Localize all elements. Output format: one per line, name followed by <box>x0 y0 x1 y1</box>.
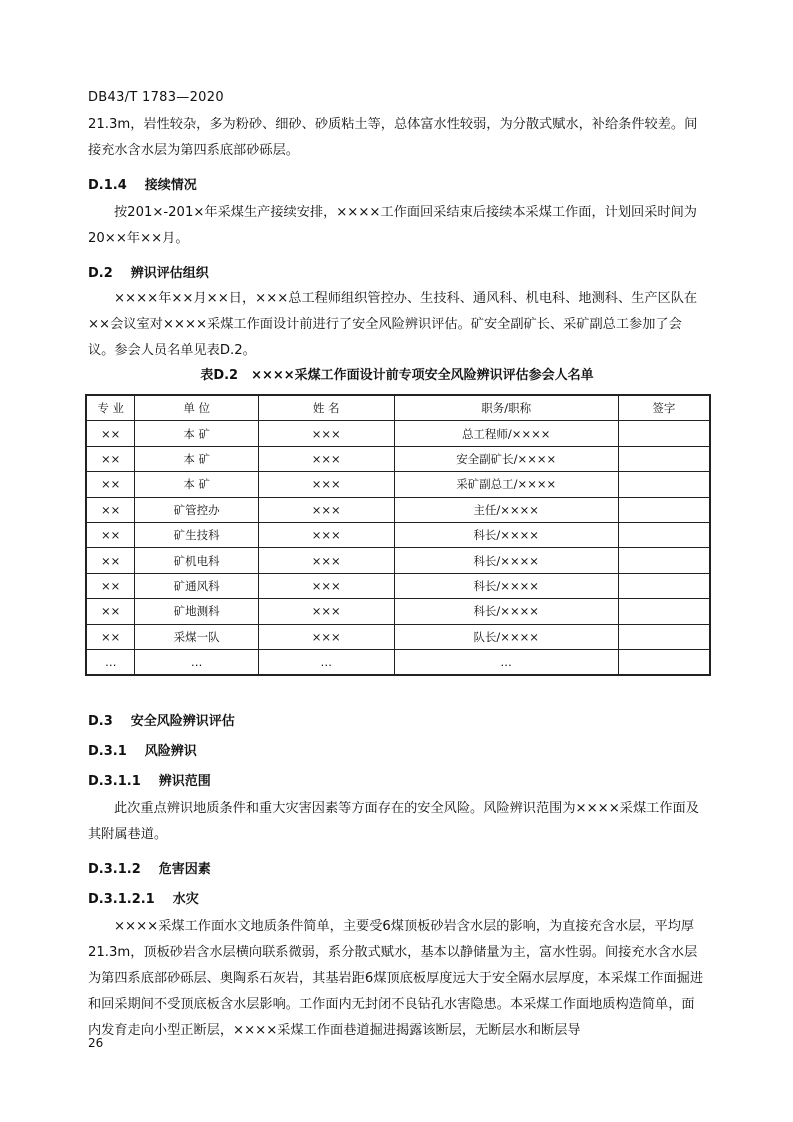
cell-title: 总工程师/×××× <box>394 421 618 446</box>
heading-d-2 <box>88 262 209 281</box>
cell-name: ××× <box>258 548 394 573</box>
cell-unit: 矿地测科 <box>135 599 259 624</box>
heading-number: D.3.1 <box>88 744 127 759</box>
cell-major: ×× <box>86 421 135 446</box>
cell-name: ××× <box>258 472 394 497</box>
paragraph-text: 此次重点辨识地质条件和重大灾害因素等方面存在的安全风险。风险辨识范围为××××采煤工作面及其附属巷道。 <box>88 801 699 842</box>
heading-number: D.2 <box>88 266 113 281</box>
table-row <box>86 624 710 649</box>
table-row <box>86 548 710 573</box>
cell-title: … <box>394 649 618 675</box>
heading-title: 辨识范围 <box>158 774 211 789</box>
heading-d-3 <box>88 710 235 729</box>
cell-unit: 矿机电科 <box>135 548 259 573</box>
cell-title: 队长/×××× <box>394 624 618 649</box>
cell-name: ××× <box>258 446 394 471</box>
cell-name: ××× <box>258 421 394 446</box>
column-header-signature: 签字 <box>618 395 710 421</box>
cell-signature <box>618 446 710 471</box>
cell-name: … <box>258 649 394 675</box>
heading-title: 危害因素 <box>158 862 211 877</box>
cell-title: 科长/×××× <box>394 599 618 624</box>
column-header-unit: 单 位 <box>135 395 259 421</box>
cell-unit: 本 矿 <box>135 446 259 471</box>
cell-title: 主任/×××× <box>394 497 618 522</box>
cell-title: 采矿副总工/×××× <box>394 472 618 497</box>
heading-number: D.3.1.2 <box>88 862 141 877</box>
heading-number: D.3 <box>88 714 113 729</box>
cell-name: ××× <box>258 573 394 598</box>
table-header-row <box>86 395 710 421</box>
paragraph-scope <box>88 796 706 848</box>
heading-number: D.3.1.2.1 <box>88 892 155 907</box>
paragraph-succession <box>88 200 706 252</box>
cell-title: 科长/×××× <box>394 522 618 547</box>
paragraph-text: 按201×-201×年采煤生产接续安排，××××工作面回采结束后接续本采煤工作面，计划回采时间为20××年××月。 <box>88 205 697 246</box>
page-number: 26 <box>88 1036 104 1050</box>
cell-signature <box>618 497 710 522</box>
cell-major: ×× <box>86 446 135 471</box>
cell-title: 科长/×××× <box>394 573 618 598</box>
heading-d-1-4 <box>88 174 197 193</box>
cell-major: ×× <box>86 472 135 497</box>
column-header-title: 职务/职称 <box>394 395 618 421</box>
heading-number: D.1.4 <box>88 178 127 193</box>
heading-title: 水灾 <box>172 892 199 907</box>
heading-d-3-1-2 <box>88 858 211 877</box>
cell-signature <box>618 624 710 649</box>
cell-name: ××× <box>258 599 394 624</box>
cell-name: ××× <box>258 624 394 649</box>
cell-major: ×× <box>86 599 135 624</box>
cell-major: ×× <box>86 497 135 522</box>
heading-d-3-1-2-1 <box>88 888 199 907</box>
paragraph-text: 21.3m，岩性较杂，多为粉砂、细砂、砂质粘土等，总体富水性较弱，为分散式赋水，补给条件较差。间接充水含水层为第四系底部砂砾层。 <box>88 117 698 158</box>
heading-d-3-1-1 <box>88 770 211 789</box>
paragraph-aquifer <box>88 112 706 164</box>
heading-title: 风险辨识 <box>144 744 197 759</box>
cell-signature <box>618 649 710 675</box>
cell-signature <box>618 548 710 573</box>
cell-unit: 本 矿 <box>135 421 259 446</box>
cell-unit: … <box>135 649 259 675</box>
heading-title: 辨识评估组织 <box>130 266 209 281</box>
table-row <box>86 446 710 471</box>
paragraph-water-hazard <box>88 914 706 1044</box>
table-row <box>86 599 710 624</box>
document-id: DB43/T 1783—2020 <box>88 90 224 105</box>
cell-title: 安全副矿长/×××× <box>394 446 618 471</box>
cell-name: ××× <box>258 497 394 522</box>
table-row <box>86 421 710 446</box>
paragraph-text: ××××采煤工作面水文地质条件简单，主要受6煤顶板砂岩含水层的影响，为直接充含水层，平均厚21.3m，顶板砂岩含水层横向联系微弱，系分散式赋水，基本以静储量为主，富水性弱。间接充水含水层为第四系底部砂砾层、奥陶系石灰岩，其基岩距6煤顶底板厚度远大于安全隔水层厚度，本采煤工作面掘进和回采期间不受顶底板含水层影响。工作面内无封闭不良钻孔水害隐患。本采煤工作面地质构造简单，面内发育走向小型正断层，××××采煤工作面巷道掘进揭露该断层，无断层水和断层导 <box>88 919 704 1038</box>
cell-major: ×× <box>86 522 135 547</box>
table-row <box>86 497 710 522</box>
table-caption: 表D.2 ××××采煤工作面设计前专项安全风险辨识评估参会人名单 <box>200 368 594 383</box>
cell-unit: 本 矿 <box>135 472 259 497</box>
attendee-table <box>85 394 711 676</box>
heading-d-3-1 <box>88 740 197 759</box>
cell-major: ×× <box>86 548 135 573</box>
column-header-major: 专 业 <box>86 395 135 421</box>
paragraph-organization <box>88 286 706 364</box>
table-row <box>86 573 710 598</box>
cell-unit: 矿通风科 <box>135 573 259 598</box>
cell-major: ×× <box>86 624 135 649</box>
table-row <box>86 522 710 547</box>
column-header-name: 姓 名 <box>258 395 394 421</box>
cell-unit: 矿生技科 <box>135 522 259 547</box>
cell-major: ×× <box>86 573 135 598</box>
heading-title: 安全风险辨识评估 <box>130 714 235 729</box>
cell-signature <box>618 421 710 446</box>
cell-unit: 矿管控办 <box>135 497 259 522</box>
heading-title: 接续情况 <box>144 178 197 193</box>
paragraph-text: ××××年××月××日，×××总工程师组织管控办、生技科、通风科、机电科、地测科、生产区队在××会议室对××××采煤工作面设计前进行了安全风险辨识评估。矿安全副矿长、采矿副总工参加了会议。参会人员名单见表D.2。 <box>88 291 698 358</box>
cell-signature <box>618 522 710 547</box>
cell-signature <box>618 573 710 598</box>
cell-signature <box>618 599 710 624</box>
cell-name: ××× <box>258 522 394 547</box>
cell-unit: 采煤一队 <box>135 624 259 649</box>
table-row <box>86 472 710 497</box>
heading-number: D.3.1.1 <box>88 774 141 789</box>
cell-signature <box>618 472 710 497</box>
cell-major: … <box>86 649 135 675</box>
cell-title: 科长/×××× <box>394 548 618 573</box>
table-row <box>86 649 710 675</box>
